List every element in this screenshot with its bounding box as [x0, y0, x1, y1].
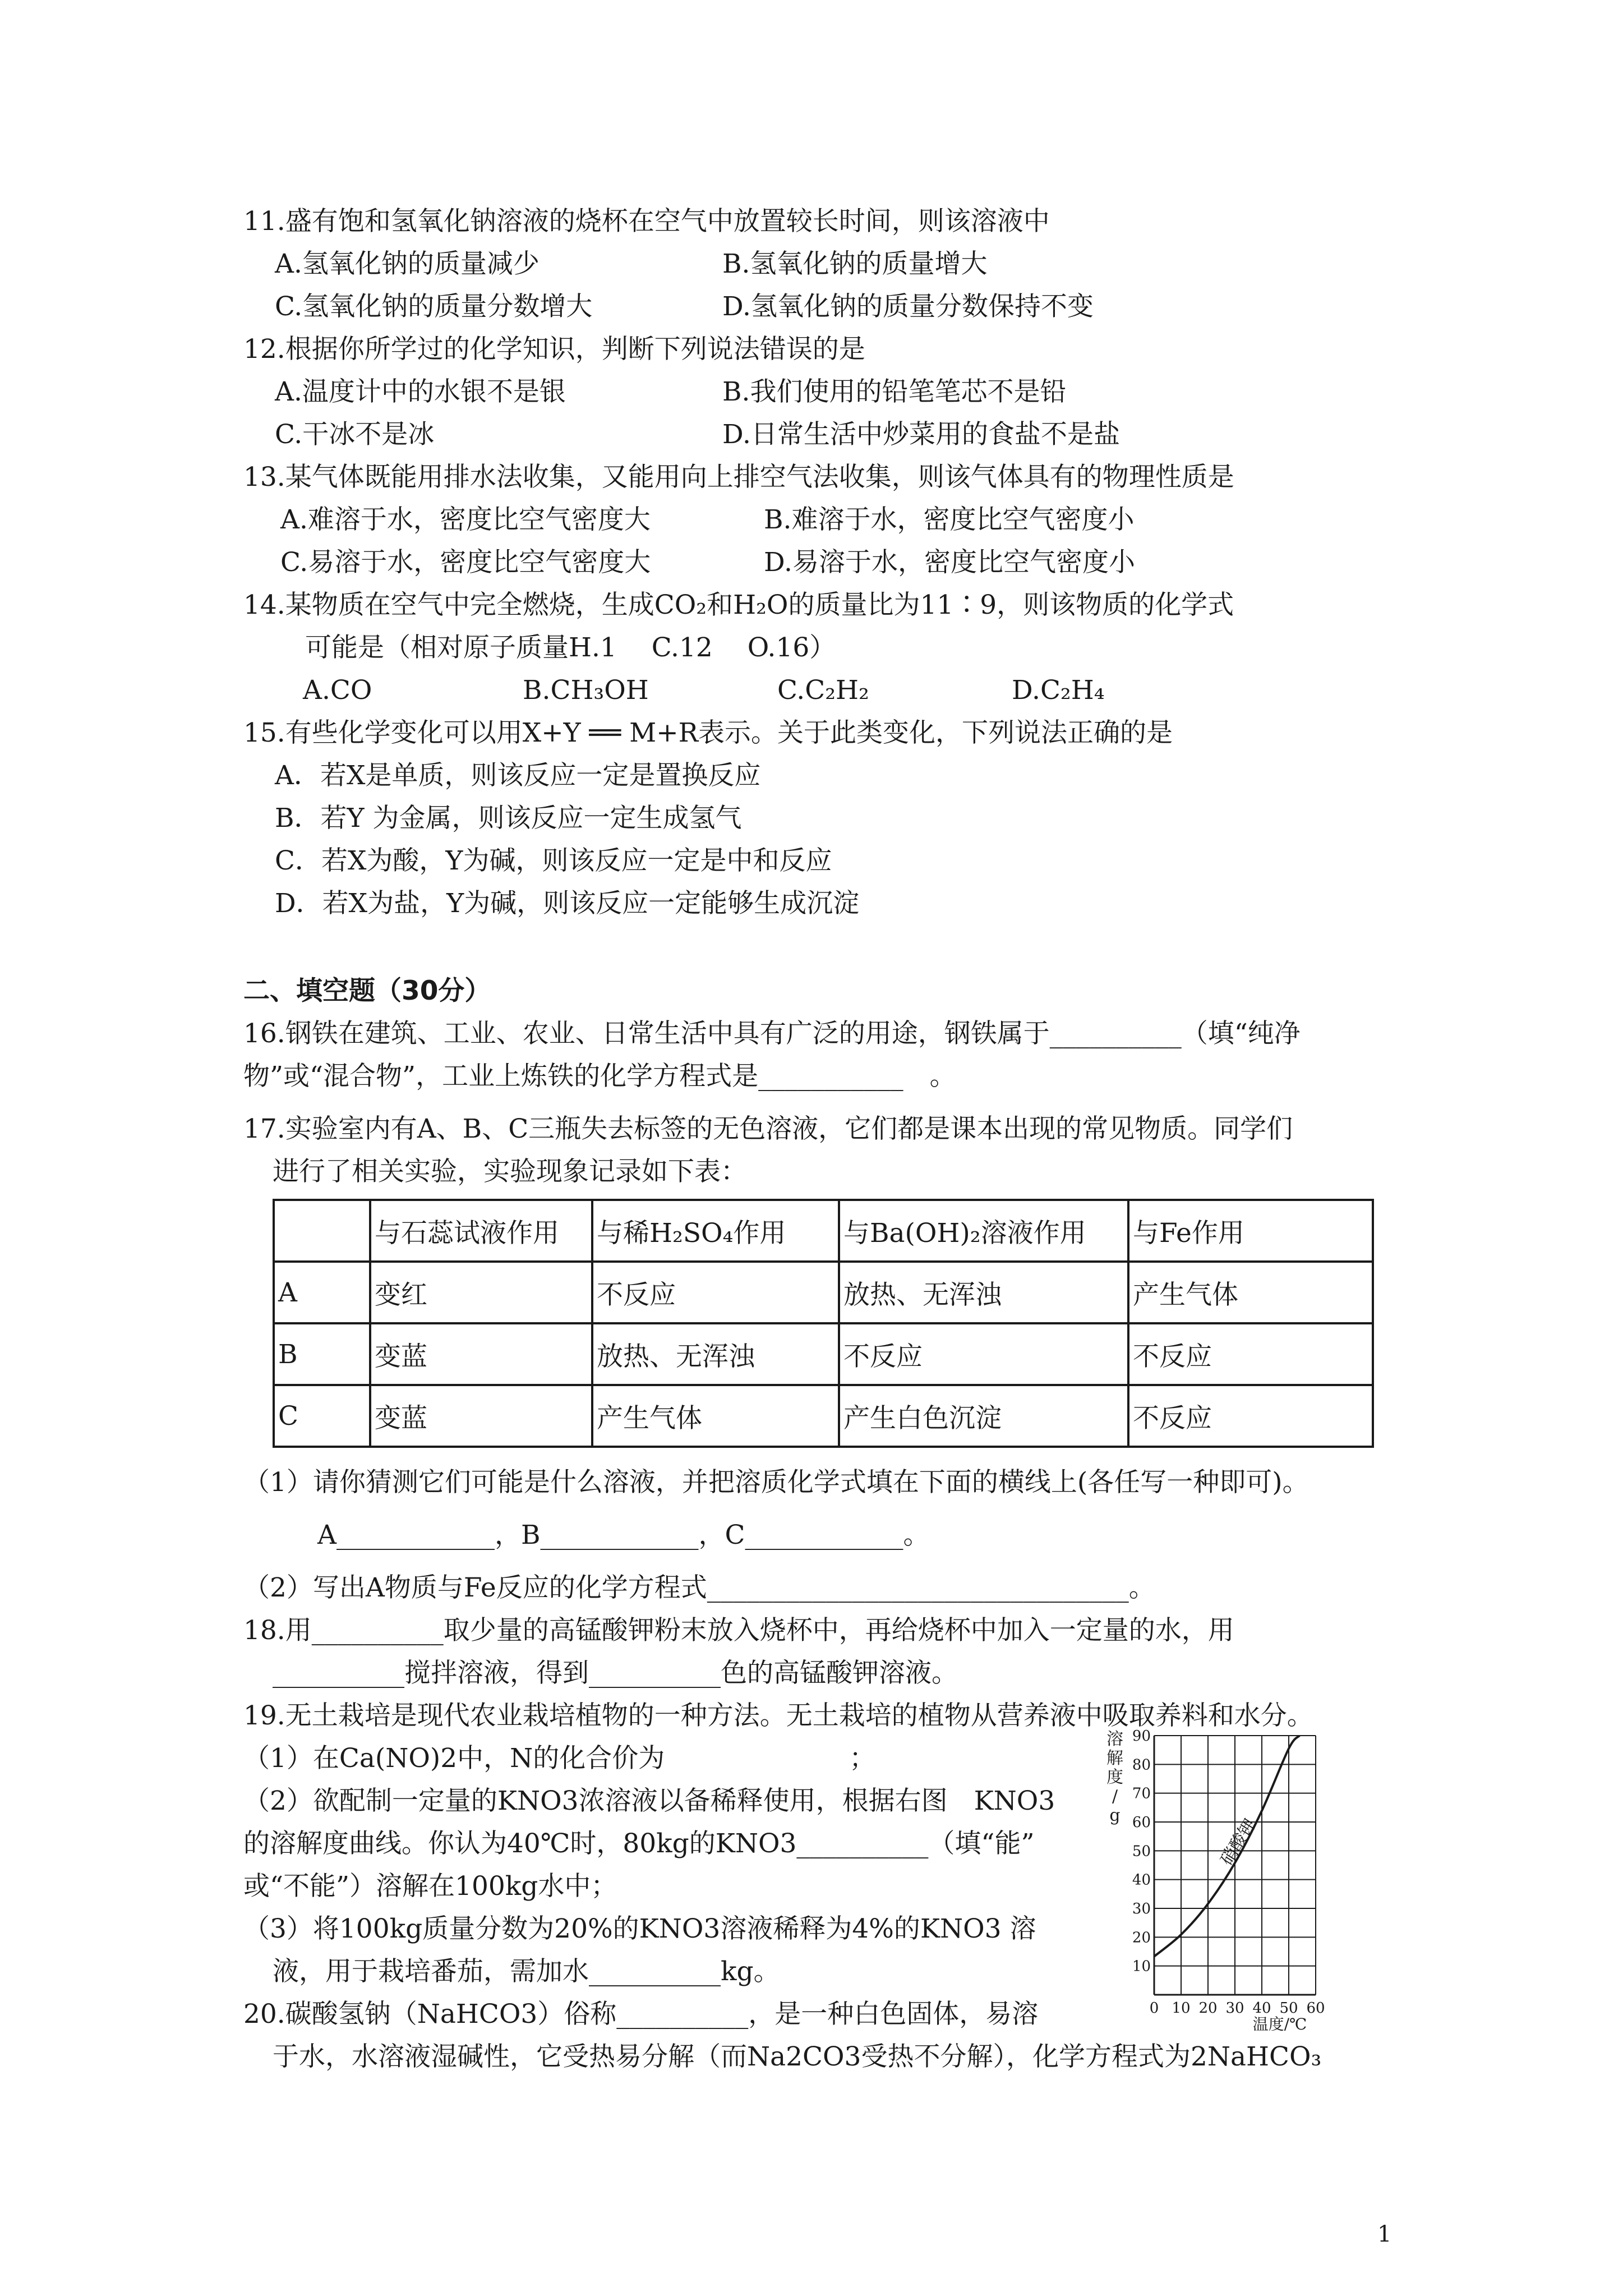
series-label: 硝酸钾	[1216, 1815, 1261, 1869]
q14-option-d: D.C₂H₄	[1012, 675, 1105, 706]
q12-stem: 12.根据你所学过的化学知识，判断下列说法错误的是	[243, 334, 865, 365]
table-cell: 产生气体	[1128, 1262, 1373, 1323]
y-tick-label: 70	[1132, 1785, 1151, 1802]
y-tick-label: 80	[1132, 1756, 1151, 1774]
table-cell: 不反应	[1128, 1323, 1373, 1385]
table-cell: 产生气体	[592, 1385, 839, 1447]
x-tick-label: 10	[1172, 2000, 1191, 2017]
table-row	[274, 1323, 1373, 1385]
q19-stem: 19.无土栽培是现代农业栽培植物的一种方法。无土栽培的植物从营养液中吸取养料和水分。	[243, 1700, 1313, 1731]
table-cell: 不反应	[1128, 1385, 1373, 1447]
table-cell: 放热、无浑浊	[839, 1262, 1128, 1323]
q19-part1: （1）在Ca(NO)2中，N的化合价为 ；	[243, 1743, 876, 1774]
q11-option-d: D.氢氧化钠的质量分数保持不变	[722, 291, 1094, 322]
table-cell: 产生白色沉淀	[839, 1385, 1128, 1447]
q12-option-b: B.我们使用的铅笔笔芯不是铅	[722, 376, 1067, 407]
y-tick-label: 40	[1132, 1871, 1151, 1889]
table-header-cell: 与Ba(OH)₂溶液作用	[839, 1200, 1128, 1262]
q15-option-a: A．若X是单质，则该反应一定是置换反应	[275, 760, 761, 791]
q19-part2-line3: 或“不能”）溶解在100kg水中；	[243, 1871, 617, 1902]
q11-option-b: B.氢氧化钠的质量增大	[722, 249, 988, 279]
q13-option-b: B.难溶于水，密度比空气密度小	[764, 504, 1135, 535]
q17-part1-blanks: A____________，B____________，C____________。	[317, 1520, 930, 1550]
x-tick-label: 20	[1198, 2000, 1218, 2017]
x-tick-label: 60	[1306, 2000, 1325, 2017]
q19-part2-line2: 的溶解度曲线。你认为40℃时，80kg的KNO3__________（填“能”	[243, 1828, 1035, 1859]
table-row	[274, 1262, 1373, 1323]
q11-option-a: A.氢氧化钠的质量减少	[275, 249, 540, 279]
x-tick-label: 0	[1149, 2000, 1159, 2017]
y-tick-label: 90	[1132, 1728, 1151, 1745]
table-row	[274, 1385, 1373, 1447]
q15-option-d: D．若X为盐，Y为碱，则该反应一定能够生成沉淀	[275, 888, 860, 919]
q14-option-b: B.CH₃OH	[523, 675, 649, 706]
y-tick-label: 10	[1132, 1958, 1151, 1975]
table-cell: B	[274, 1323, 370, 1385]
q13-option-d: D.易溶于水，密度比空气密度小	[764, 547, 1135, 578]
y-tick-label: 60	[1132, 1814, 1151, 1831]
q11-option-c: C.氢氧化钠的质量分数增大	[275, 291, 593, 322]
q12-option-a: A.温度计中的水银不是银	[275, 376, 566, 407]
y-tick-label: 30	[1132, 1901, 1151, 1917]
page-number: 1	[1377, 2221, 1392, 2247]
q16-line1: 16.钢铁在建筑、工业、农业、日常生活中具有广泛的用途，钢铁属于__________（填“纯净	[243, 1018, 1301, 1049]
q17-part2: （2）写出A物质与Fe反应的化学方程式________________________________。	[243, 1572, 1155, 1603]
table-cell: 变蓝	[370, 1385, 592, 1447]
q14-stem-cont: 可能是（相对原子质量H.1 C.12 O.16）	[305, 632, 836, 663]
x-axis-label: 温度/℃	[1252, 2015, 1307, 2031]
table-cell: 不反应	[839, 1323, 1128, 1385]
q19-part3-line1: （3）将100kg质量分数为20%的KNO3溶液稀释为4%的KNO3 溶	[243, 1913, 1036, 1944]
table-header-row	[274, 1200, 1373, 1262]
table-cell: 不反应	[592, 1262, 839, 1323]
x-tick-label: 50	[1279, 2000, 1298, 2017]
y-tick-label: 50	[1132, 1843, 1151, 1860]
solubility-chart	[1099, 1728, 1346, 2031]
q15-option-b: B．若Y 为金属，则该反应一定生成氢气	[275, 803, 742, 834]
x-tick-label: 40	[1252, 2000, 1271, 2017]
table-header-cell: 与石蕊试液作用	[370, 1200, 592, 1262]
table-cell: 变红	[370, 1262, 592, 1323]
table-cell: C	[274, 1385, 370, 1447]
y-axis-label: 溶解度/ g	[1106, 1729, 1123, 1825]
table-cell: 变蓝	[370, 1323, 592, 1385]
q18-line1: 18.用__________取少量的高锰酸钾粉末放入烧杯中，再给烧杯中加入一定量的水，用	[243, 1615, 1234, 1646]
q17-line2: 进行了相关实验，实验现象记录如下表：	[273, 1156, 747, 1187]
q13-stem: 13.某气体既能用排水法收集，又能用向上排空气法收集，则该气体具有的物理性质是	[243, 462, 1234, 493]
q19-part3-line2: 液，用于栽培番茄，需加水__________kg。	[273, 1956, 780, 1987]
x-tick-label: 30	[1225, 2000, 1244, 2017]
q11-stem: 11.盛有饱和氢氧化钠溶液的烧杯在空气中放置较长时间，则该溶液中	[243, 206, 1050, 237]
q14-option-c: C.C₂H₂	[777, 675, 869, 706]
q15-stem: 15.有些化学变化可以用X+Y ══ M+R表示。关于此类变化，下列说法正确的是	[243, 717, 1173, 748]
table-cell: A	[274, 1262, 370, 1323]
q14-option-a: A.CO	[303, 675, 372, 706]
q12-option-c: C.干冰不是冰	[275, 419, 435, 450]
section-title: 二、填空题（30分）	[243, 976, 491, 1006]
q12-option-d: D.日常生活中炒菜用的食盐不是盐	[722, 419, 1120, 450]
q15-option-c: C．若X为酸，Y为碱，则该反应一定是中和反应	[275, 845, 832, 876]
q17-part1: （1）请你猜测它们可能是什么溶液，并把溶质化学式填在下面的横线上(各任写一种即可)。	[243, 1467, 1309, 1498]
table-header-cell: 与稀H₂SO₄作用	[592, 1200, 839, 1262]
q14-stem: 14.某物质在空气中完全燃烧，生成CO₂和H₂O的质量比为11∶9，则该物质的化学式	[243, 590, 1234, 620]
q13-option-a: A.难溶于水，密度比空气密度大	[280, 504, 651, 535]
experiment-table	[273, 1199, 1374, 1448]
q20-line2: 于水，水溶液湿碱性，它受热易分解（而Na2CO3受热不分解），化学方程式为2NaHCO₃	[273, 2041, 1322, 2072]
q16-line2: 物”或“混合物”，工业上炼铁的化学方程式是___________ 。	[243, 1061, 956, 1092]
table-header-cell: 与Fe作用	[1128, 1200, 1373, 1262]
q17-line1: 17.实验室内有A、B、C三瓶失去标签的无色溶液，它们都是课本出现的常见物质。同学们	[243, 1114, 1293, 1144]
table-header-cell	[274, 1200, 370, 1262]
q18-line2: __________搅拌溶液，得到__________色的高锰酸钾溶液。	[273, 1658, 958, 1688]
y-tick-label: 20	[1132, 1929, 1151, 1947]
q19-part2-line1: （2）欲配制一定量的KNO3浓溶液以备稀释使用，根据右图 KNO3	[243, 1786, 1055, 1816]
q20-line1: 20.碳酸氢钠（NaHCO3）俗称__________，是一种白色固体，易溶	[243, 1999, 1039, 2030]
table-cell: 放热、无浑浊	[592, 1323, 839, 1385]
q13-option-c: C.易溶于水，密度比空气密度大	[280, 547, 651, 578]
